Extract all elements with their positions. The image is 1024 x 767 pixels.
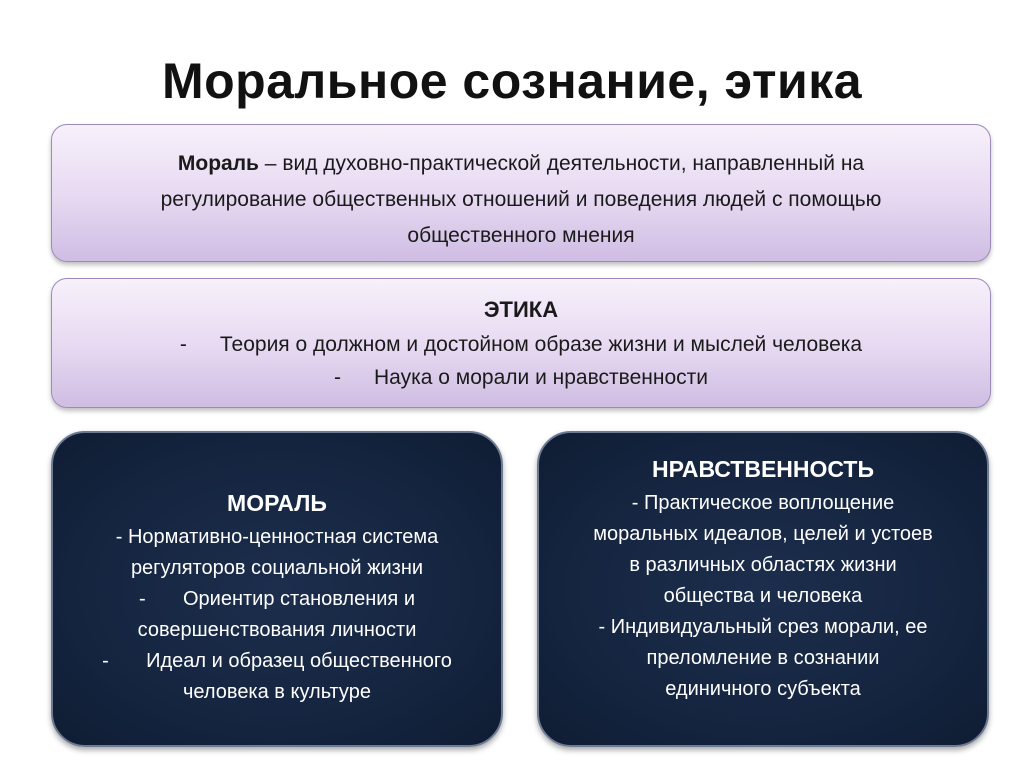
- definition-line-3: общественного мнения: [407, 224, 635, 247]
- moral-box: [51, 431, 503, 747]
- ethics-title: ЭТИКА: [483, 297, 559, 322]
- virtue-line-2: моральных идеалов, целей и устоев: [593, 523, 933, 545]
- virtue-line-7: единичного субъекта: [665, 678, 861, 700]
- ethics-item-text: Наука о морали и нравственности: [374, 366, 708, 389]
- bullet-dash: -: [179, 333, 187, 356]
- ethics-box: [51, 278, 991, 408]
- virtue-line-1: - Практическое воплощение: [631, 492, 895, 514]
- moral-item-text: Идеал и образец общественного: [146, 650, 452, 672]
- definition-term: Мораль: [177, 152, 259, 175]
- virtue-box: [537, 431, 989, 747]
- ethics-item-text: Теория о должном и достойном образе жизни и мыслей человека: [219, 333, 863, 356]
- virtue-title: НРАВСТВЕННОСТЬ: [651, 456, 875, 482]
- moral-line-1: - Нормативно-ценностная система: [115, 526, 439, 548]
- virtue-line-5: - Индивидуальный срез морали, ее: [598, 616, 928, 638]
- definition-line-2: регулирование общественных отношений и поведения людей с помощью: [160, 188, 882, 211]
- virtue-line-4: общества и человека: [663, 585, 863, 607]
- virtue-line-6: преломление в сознании: [646, 647, 880, 669]
- moral-item-2-line-1: [71, 646, 483, 677]
- moral-item-2-line-2: человека в культуре: [183, 681, 371, 703]
- definition-text: – вид духовно-практической деятельности, направленный на: [258, 152, 865, 175]
- moral-line-2: регуляторов социальной жизни: [130, 557, 424, 579]
- moral-title: МОРАЛЬ: [227, 490, 327, 516]
- moral-item-1-line-1: [71, 584, 483, 615]
- ethics-item-2: [76, 361, 966, 394]
- bullet-dash: -: [102, 650, 109, 672]
- slide-title: Моральное сознание, этика: [161, 53, 863, 109]
- virtue-line-3: в различных областях жизни: [629, 554, 897, 576]
- bullet-dash: -: [139, 588, 146, 610]
- moral-item-1-line-2: совершенствования личности: [137, 619, 417, 641]
- bullet-dash: -: [334, 366, 342, 389]
- definition-box: [51, 124, 991, 262]
- ethics-item-1: [76, 328, 966, 361]
- definition-line-1: [76, 146, 966, 182]
- moral-item-text: Ориентир становления и: [183, 588, 415, 610]
